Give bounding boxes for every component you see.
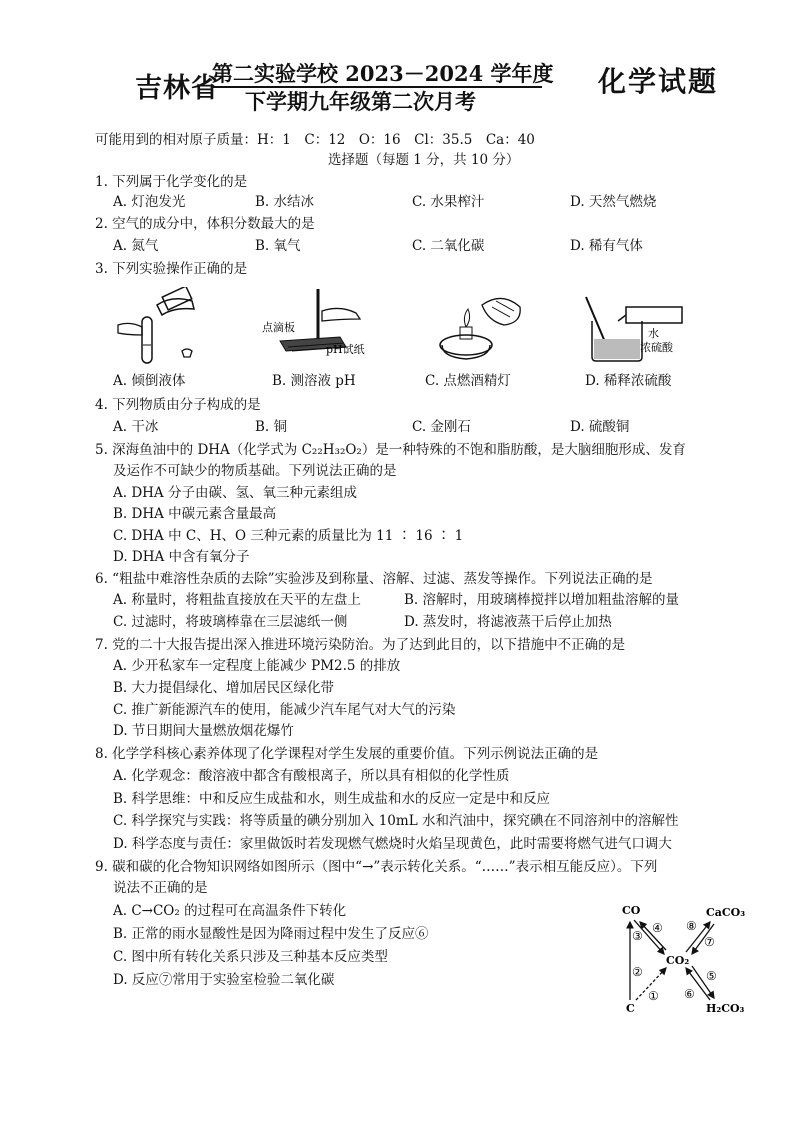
header-province: 吉林省	[135, 73, 219, 104]
q8-option-c: C. 科学探究与实践：将等质量的碘分别加入 10mL 水和汽油中，探究碘在不同溶剂中的溶解性	[113, 813, 679, 829]
q8-option-b: B. 科学思维：中和反应生成盐和水，则生成盐和水的反应一定是中和反应	[113, 791, 551, 807]
q2-option-a: A. 氮气	[113, 238, 159, 254]
q3-stem: 3. 下列实验操作正确的是	[95, 261, 248, 277]
label-spot-plate: 点滴板	[262, 321, 295, 334]
q6-stem: 6. “粗盐中难溶性杂质的去除”实验涉及到称量、溶解、过滤、蒸发等操作。下列说法正确的是	[95, 571, 653, 587]
q2-stem: 2. 空气的成分中，体积分数最大的是	[95, 216, 315, 232]
node-caco3: CaCO₃	[706, 906, 746, 919]
q3-option-a: A. 倾倒液体	[113, 373, 186, 389]
label-conc-acid: 浓硫酸	[640, 341, 673, 354]
q4-stem: 4. 下列物质由分子构成的是	[95, 397, 261, 413]
q5-option-d: D. DHA 中含有氧分子	[113, 549, 250, 565]
q3-option-b: B. 测溶液 pH	[272, 373, 356, 389]
q8-option-d: D. 科学态度与责任：家里做饭时若发现燃气燃烧时火焰呈现黄色，此时需要将燃气进气口调大	[113, 836, 672, 852]
q3-option-d: D. 稀释浓硫酸	[585, 373, 672, 389]
node-h2co3: H₂CO₃	[706, 1002, 745, 1015]
q5-stem-line2: 及运作不可缺少的物质基础。下列说法正确的是	[113, 463, 397, 479]
q4-option-a: A. 干冰	[113, 419, 159, 435]
q7-option-a: A. 少开私家车一定程度上能减少 PM2.5 的排放	[113, 658, 401, 674]
figure-alcohol-lamp	[432, 287, 532, 367]
label-ph-paper: pH试纸	[326, 343, 365, 356]
figure-ph-test	[260, 287, 380, 367]
node-c: C	[626, 1002, 635, 1015]
label-water: 水	[648, 327, 659, 340]
q5-option-a: A. DHA 分子由碳、氢、氧三种元素组成	[113, 485, 357, 501]
figure-pouring-liquid	[112, 287, 207, 367]
q7-option-b: B. 大力提倡绿化、增加居民区绿化带	[113, 680, 335, 696]
node-co2: CO₂	[666, 954, 690, 967]
q6-option-a: A. 称量时，将粗盐直接放在天平的左盘上	[113, 592, 361, 608]
section-title: 选择题（每题 1 分，共 10 分）	[328, 152, 520, 168]
q7-stem: 7. 党的二十大报告提出深入推进环境污染防治。为了达到此目的，以下措施中不正确的是	[95, 637, 626, 653]
q1-option-b: B. 水结冰	[255, 194, 315, 210]
q9-stem-line2: 说法不正确的是	[113, 880, 208, 896]
header-school: 第二实验学校 2023－2024 学年度	[212, 61, 554, 86]
q9-option-a: A. C→CO₂ 的过程可在高温条件下转化	[113, 903, 347, 919]
reaction-2: ②	[632, 965, 643, 979]
q9-stem-line1: 9. 碳和碳的化合物知识网络如图所示（图中“→”表示转化关系。“……”表示相互能反应）。下列	[95, 859, 658, 875]
header-exam: 下学期九年级第二次月考	[245, 89, 476, 114]
reaction-5: ⑤	[706, 969, 717, 983]
q2-option-d: D. 稀有气体	[570, 238, 643, 254]
q6-option-c: C. 过滤时，将玻璃棒靠在三层滤纸一侧	[113, 614, 348, 630]
q3-option-c: C. 点燃酒精灯	[425, 373, 511, 389]
q5-stem-line1: 5. 深海鱼油中的 DHA（化学式为 C₂₂H₃₂O₂）是一种特殊的不饱和脂肪酸，是大脑细胞形成、发育	[95, 442, 686, 458]
q2-option-b: B. 氧气	[255, 238, 301, 254]
q6-option-d: D. 蒸发时，将滤液蒸干后停止加热	[404, 614, 612, 630]
reaction-1: ①	[648, 989, 659, 1003]
q8-stem: 8. 化学学科核心素养体现了化学课程对学生发展的重要价值。下列示例说法正确的是	[95, 746, 599, 762]
reaction-6: ⑥	[684, 987, 695, 1001]
q4-option-c: C. 金刚石	[412, 419, 471, 435]
q7-option-c: C. 推广新能源汽车的使用，能减少汽车尾气对大气的污染	[113, 702, 456, 718]
q8-option-a: A. 化学观念：酸溶液中都含有酸根离子，所以具有相似的化学性质	[113, 768, 510, 784]
node-co: CO	[622, 904, 641, 917]
atomic-masses: 可能用到的相对原子质量：H：1 C：12 O：16 Cl：35.5 Ca：40	[95, 132, 535, 148]
q4-option-d: D. 硫酸铜	[570, 419, 630, 435]
reaction-3: ③	[632, 929, 643, 943]
header-subject: 化学试题	[598, 65, 719, 98]
q2-option-c: C. 二氧化碳	[412, 238, 485, 254]
reaction-7: ⑦	[704, 935, 715, 949]
q9-option-c: C. 图中所有转化关系只涉及三种基本反应类型	[113, 949, 388, 965]
q9-option-d: D. 反应⑦常用于实验室检验二氧化碳	[113, 972, 335, 988]
q1-option-a: A. 灯泡发光	[113, 194, 186, 210]
q5-option-b: B. DHA 中碳元素含量最高	[113, 506, 277, 522]
q5-option-c: C. DHA 中 C、H、O 三种元素的质量比为 11 ∶ 16 ∶ 1	[113, 528, 464, 544]
q1-option-d: D. 天然气燃烧	[570, 194, 657, 210]
reaction-4: ④	[652, 921, 663, 935]
reaction-8: ⑧	[686, 919, 697, 933]
carbon-network-diagram	[618, 900, 748, 1020]
q1-option-c: C. 水果榨汁	[412, 194, 485, 210]
q6-option-b: B. 溶解时，用玻璃棒搅拌以增加粗盐溶解的量	[404, 592, 680, 608]
figure-dilute-acid	[582, 287, 692, 367]
q1-stem: 1. 下列属于化学变化的是	[95, 174, 248, 190]
q7-option-d: D. 节日期间大量燃放烟花爆竹	[113, 723, 294, 739]
q9-option-b: B. 正常的雨水显酸性是因为降雨过程中发生了反应⑥	[113, 926, 429, 942]
q4-option-b: B. 铜	[255, 419, 288, 435]
